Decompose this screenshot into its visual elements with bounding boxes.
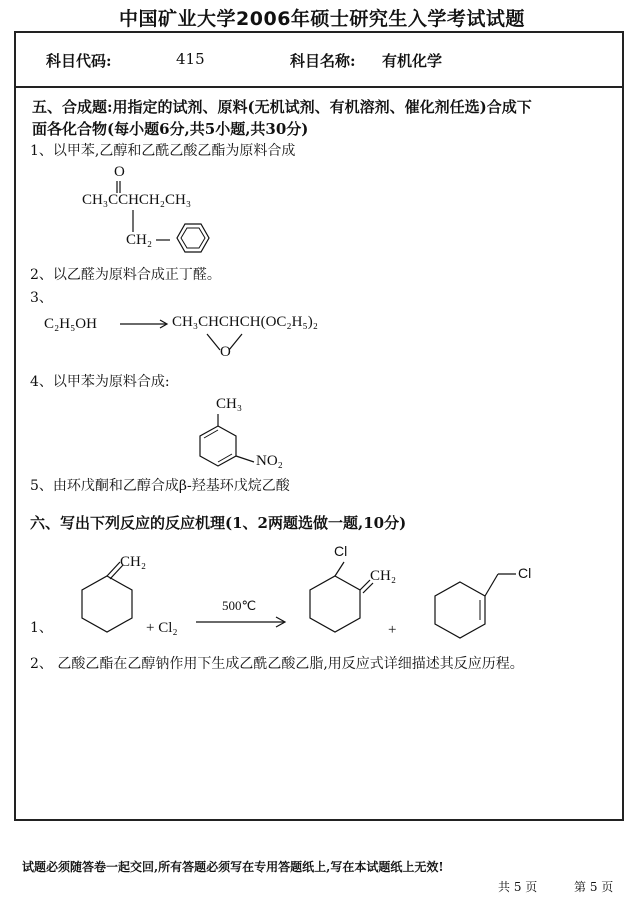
chloromethyl-cyclohexene-structure (418, 560, 528, 660)
reactant-ch2: CH₂ (120, 554, 147, 570)
section5-heading-line1: 五、合成题:用指定的试剂、原料(无机试剂、有机溶剂、催化剂任选)合成下 (32, 98, 532, 116)
total-pages: 共 5 页 (498, 880, 538, 894)
question-6-2: 2、 乙酸乙酯在乙醇钠作用下生成乙酰乙酸乙脂,用反应式详细描述其反应历程。 (30, 656, 524, 672)
question-5-1: 1、以甲苯,乙醇和乙酰乙酸乙酯为原料合成 (30, 143, 296, 159)
reaction-condition: 500℃ (222, 598, 257, 613)
question-5-3-number: 3、 (30, 290, 53, 306)
q3-reactant: C₂H₅OH (44, 316, 97, 332)
question-5-4: 4、以甲苯为原料合成: (30, 374, 170, 390)
product2-cl: Cl (518, 565, 532, 581)
header-divider (14, 86, 624, 88)
question-5-2: 2、以乙醛为原料合成正丁醛。 (30, 267, 221, 283)
subject-code-value: 415 (176, 50, 205, 68)
footer-note: 试题必须随答卷一起交回,所有答题必须写在专用答题纸上,写在本试题纸上无效! (22, 860, 444, 874)
section6-heading: 六、写出下列反应的反应机理(1、2两题选做一题,10分) (30, 514, 407, 532)
subject-name-value: 有机化学 (382, 52, 443, 70)
page-title: 中国矿业大学2006年硕士研究生入学考试试题 (119, 8, 525, 30)
q3-arrow (118, 318, 170, 330)
q3-epoxide-o: O (220, 344, 231, 360)
product1-ch2: CH₂ (370, 568, 397, 584)
subject-name-label: 科目名称: (290, 52, 356, 70)
q1-ch2: CH₂ (126, 232, 153, 248)
plus-cl2: + Cl₂ (146, 620, 178, 636)
product1-cl: Cl (334, 543, 348, 559)
question-6-1-number: 1、 (30, 620, 53, 636)
q3-product: CH₃CHCHCH(OC₂H₅)₂ (172, 314, 318, 330)
q1-carbonyl-o: O (114, 164, 125, 180)
q1-main-chain: CH₃CCHCH₂CH₃ (82, 192, 192, 208)
plus-sign: + (388, 622, 397, 638)
section5-heading-line2: 面各化合物(每小题6分,共5小题,共30分) (32, 120, 309, 138)
q4-ch3: CH₃ (216, 396, 243, 412)
page-number: 第 5 页 (574, 880, 614, 894)
question-5-5: 5、由环戊酮和乙醇合成β-羟基环戊烷乙酸 (30, 478, 290, 494)
subject-code-label: 科目代码: (46, 52, 112, 70)
q1-structure-bonds (110, 176, 230, 261)
reaction-arrow (194, 616, 288, 628)
q4-no2: NO₂ (256, 453, 283, 469)
